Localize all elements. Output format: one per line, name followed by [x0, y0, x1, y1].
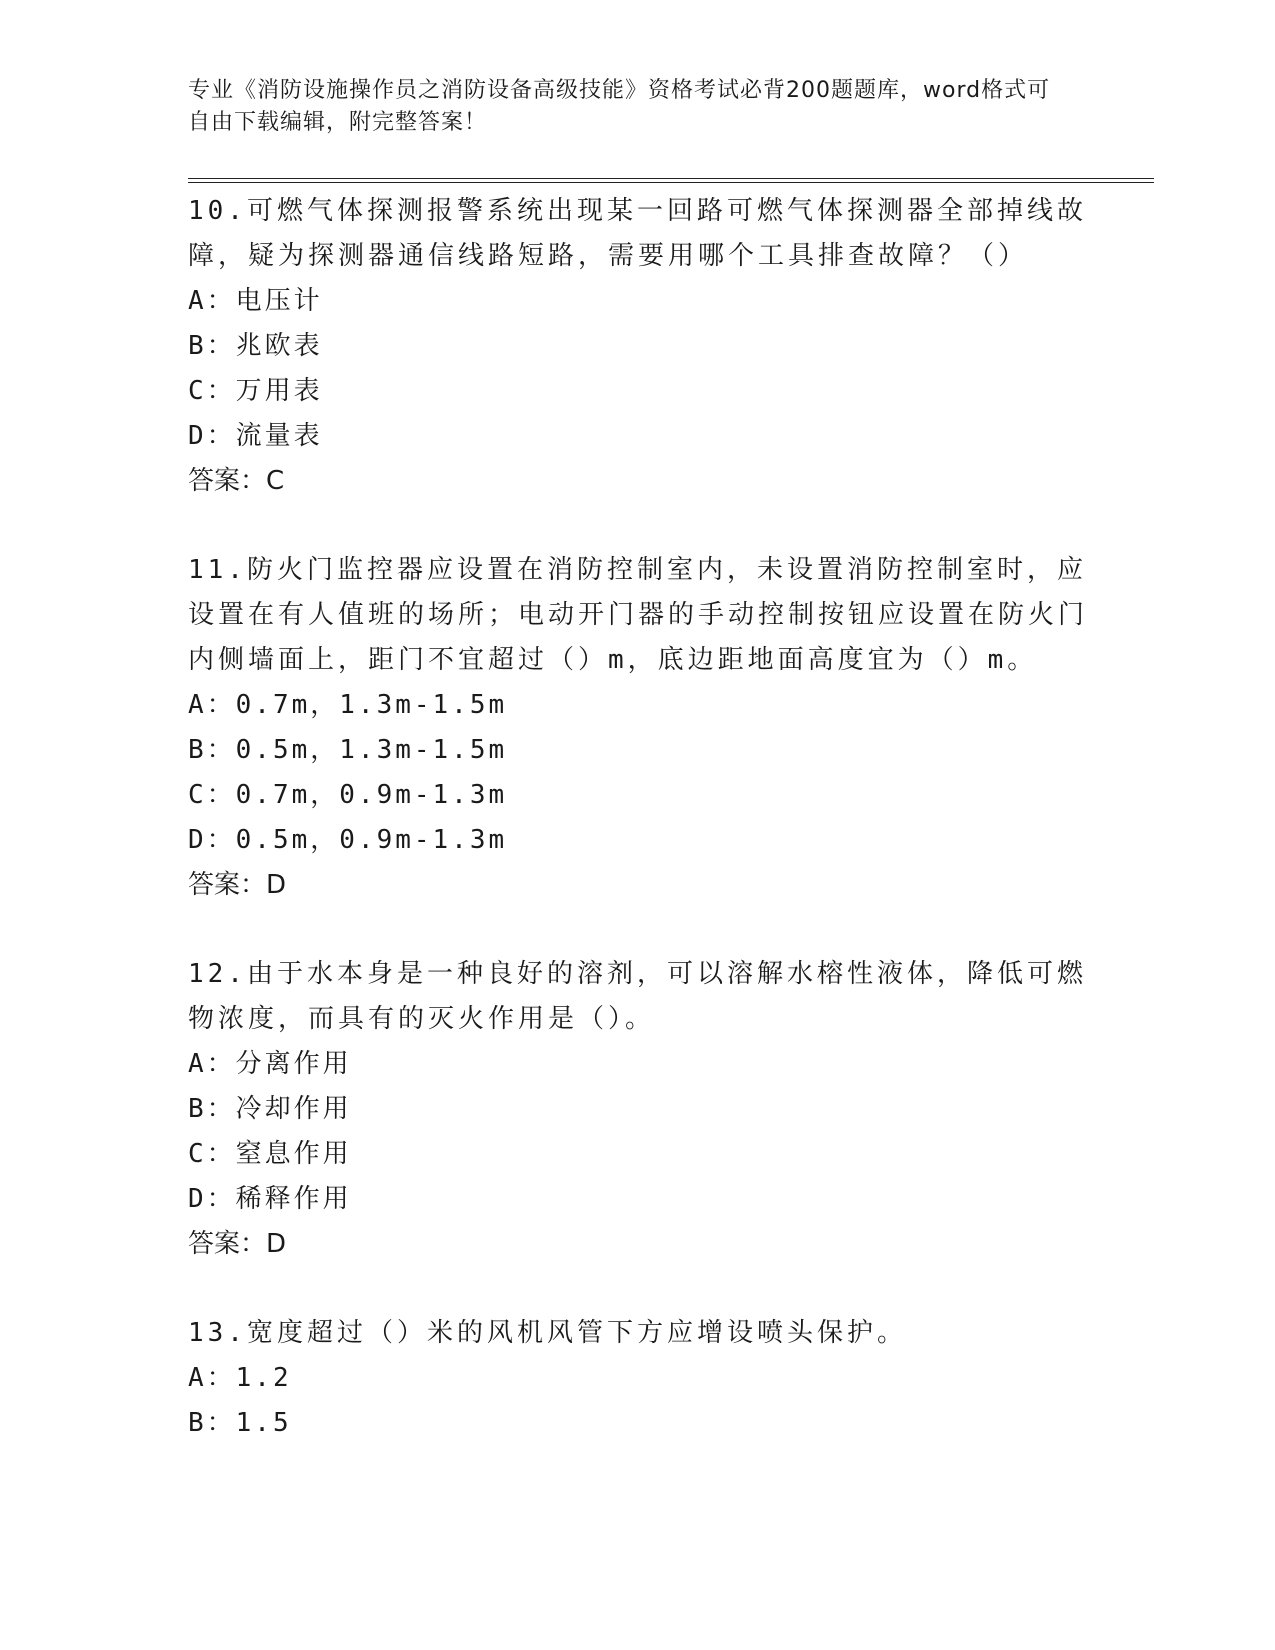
- option-a: A：电压计: [188, 286, 323, 316]
- option-c: C：窒息作用: [188, 1139, 352, 1169]
- question-list: [188, 189, 1088, 1490]
- question-13: [188, 1311, 1088, 1446]
- option-b: B：冷却作用: [188, 1094, 352, 1124]
- answer-value: D: [266, 870, 287, 900]
- answer-label: 答案：: [188, 466, 267, 496]
- option-b: B：0.5m，1.3m-1.5m: [188, 735, 508, 765]
- answer-label: 答案：: [188, 1229, 267, 1259]
- answer-line: [188, 1222, 1088, 1267]
- option-d: D：流量表: [188, 421, 323, 451]
- answer-label: 答案：: [188, 870, 267, 900]
- question-stem: 13.宽度超过（）米的风机风管下方应增设喷头保护。: [188, 1318, 907, 1348]
- option-c: C：万用表: [188, 376, 323, 406]
- answer-value: C: [266, 466, 285, 496]
- option-a: A：分离作用: [188, 1049, 352, 1079]
- option-d: D：稀释作用: [188, 1184, 352, 1214]
- option-b: B：兆欧表: [188, 331, 323, 361]
- option-b: B：1.5: [188, 1408, 292, 1438]
- option-c: C：0.7m，0.9m-1.3m: [188, 780, 508, 810]
- header-divider-bottom: [188, 182, 1154, 183]
- question-11: [188, 548, 1088, 908]
- question-stem: 12.由于水本身是一种良好的溶剂，可以溶解水榕性液体，降低可燃物浓度，而具有的灭火作用是（）。: [188, 959, 1087, 1034]
- question-12: [188, 952, 1088, 1267]
- answer-line: [188, 459, 1088, 504]
- question-stem: 10.可燃气体探测报警系统出现某一回路可燃气体探测器全部掉线故障，疑为探测器通信线路短路，需要用哪个工具排查故障？（）: [188, 196, 1087, 271]
- document-header: 专业《消防设施操作员之消防设备高级技能》资格考试必背200题题库，word格式可自由下载编辑，附完整答案！: [188, 78, 1051, 135]
- option-a: A：0.7m，1.3m-1.5m: [188, 690, 508, 720]
- answer-line: [188, 863, 1088, 908]
- answer-value: D: [266, 1229, 287, 1259]
- header-divider-top: [188, 178, 1154, 179]
- question-stem: 11.防火门监控器应设置在消防控制室内，未设置消防控制室时，应设置在有人值班的场所；电动开门器的手动控制按钮应设置在防火门内侧墙面上，距门不宜超过（）m，底边距地面高度宜为（）m。: [188, 555, 1089, 675]
- question-10: [188, 189, 1088, 504]
- option-a: A：1.2: [188, 1363, 292, 1393]
- option-d: D：0.5m，0.9m-1.3m: [188, 825, 508, 855]
